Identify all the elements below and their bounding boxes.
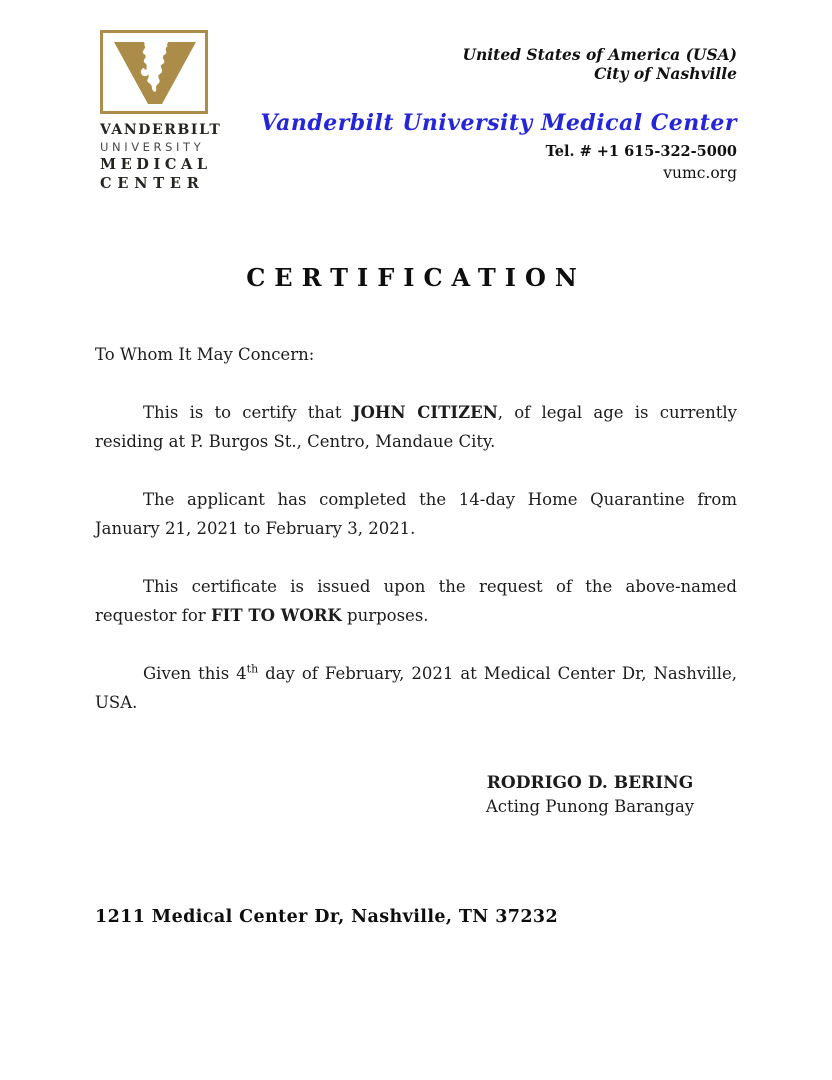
header-website: vumc.org [663,164,737,183]
p3-pre: This certificate is issued upon the request of the above-named requestor for [95,577,737,625]
logo-word-vanderbilt: VANDERBILT [100,122,222,138]
p1-post: , of legal age is currently residing at P. Burgos St., Centro, Mandaue City. [95,403,737,451]
ordinal-suffix: th [246,662,259,676]
letterhead-right [261,45,737,184]
p1-pre: This is to certify that [143,403,353,422]
paragraph-quarantine: The applicant has completed the 14-day Home Quarantine from January 21, 2021 to February 3, 2021. [95,490,737,538]
header-telephone: Tel. # +1 615-322-5000 [545,143,737,161]
logo-word-university: UNIVERSITY [100,140,205,154]
p3-post: purposes. [341,606,429,625]
p4-post: day of February, 2021 at Medical Center Dr, Nashville, USA. [95,664,737,712]
document-title: CERTIFICATION [246,263,586,292]
purpose-label: FIT TO WORK [210,606,342,625]
vanderbilt-logo-block [100,30,222,192]
logo-word-center: CENTER [100,175,205,192]
paragraph-certify [95,398,737,456]
header-country: United States of America (USA) [462,45,737,64]
header-organization: Vanderbilt University Medical Center [260,109,737,136]
p4-pre: Given this 4 [143,664,247,683]
header-city: City of Nashville [594,64,737,84]
applicant-name: JOHN CITIZEN [352,403,498,422]
signatory-role: Acting Punong Barangay [485,797,695,816]
document-body [95,340,737,746]
vanderbilt-v-oakleaf-icon [100,30,208,114]
paragraph-purpose [95,572,737,630]
signature-block [440,772,740,818]
logo-wordmark [100,122,222,192]
footer-address: 1211 Medical Center Dr, Nashville, TN 37232 [95,907,559,927]
signatory-name: RODRIGO D. BERING [486,773,694,793]
logo-word-medical: MEDICAL [100,156,212,173]
salutation: To Whom It May Concern: [95,345,315,364]
paragraph-given-date [95,659,737,717]
